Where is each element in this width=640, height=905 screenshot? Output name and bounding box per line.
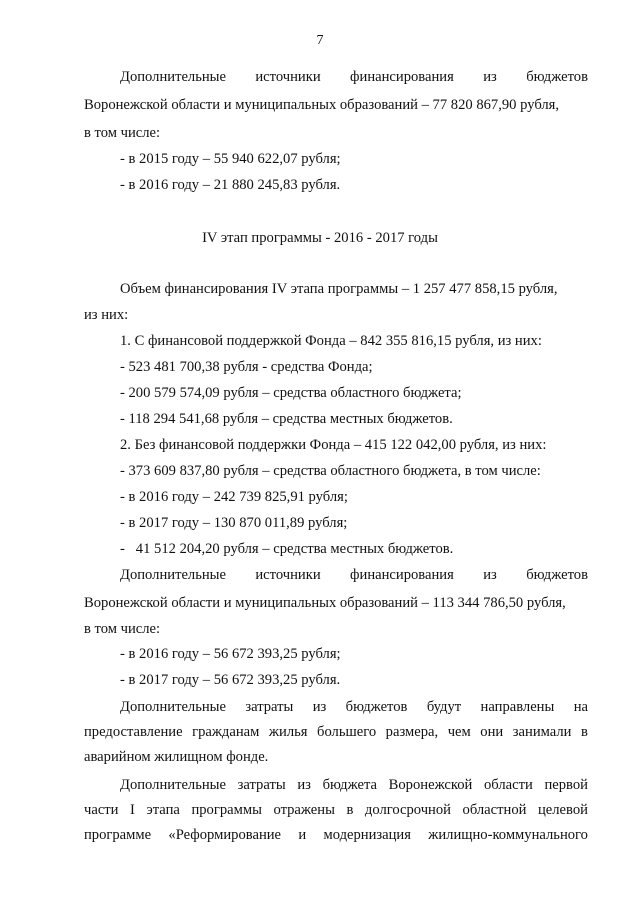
word: бюджетов [526,69,588,85]
word: направлены [480,699,555,715]
word: из [312,699,327,715]
word: долгосрочной [364,802,451,818]
list-item: - 523 481 700,38 рубля - средства Фонда; [120,359,373,375]
list-item: - 118 294 541,68 рубля – средства местных бюджетов. [120,411,453,427]
word: и [298,827,307,843]
word: областной [462,802,527,818]
list-item: - 41 512 204,20 рубля – средства местных бюджетов. [120,541,454,557]
word: Воронежской [388,777,473,793]
word: чем [447,724,471,740]
word: на [573,699,588,715]
word: из [483,567,497,583]
word: модернизация [323,827,411,843]
p1-line-1 [120,68,588,86]
word: Дополнительные [120,777,226,793]
word: Дополнительные [120,69,226,85]
word: источники [255,567,321,583]
section-heading: IV этап программы - 2016 - 2017 годы [202,230,438,246]
word: в [581,724,588,740]
word: они [480,724,504,740]
word: занимали [512,724,572,740]
page-number: 7 [316,33,324,48]
word: финансирования [350,69,454,85]
word: будут [426,699,462,715]
word: бюджетов [345,699,408,715]
word: из [297,777,311,793]
word: «Реформирование [168,827,282,843]
word: бюджета [322,777,377,793]
list-item: - в 2016 году – 56 672 393,25 рубля; [120,646,341,662]
p5-line-2 [84,801,588,819]
word: жилья [268,724,308,740]
p1-line-3: в том числе: [84,125,161,141]
word: программы [191,802,262,818]
word: Дополнительные [120,699,226,715]
word: затраты [237,777,286,793]
word: целевой [537,802,588,818]
p3-line-3: в том числе: [84,621,161,637]
list-item: 2. Без финансовой поддержки Фонда – 415 122 042,00 рубля, из них: [120,437,547,453]
word: гражданам [192,724,260,740]
word: области [484,777,533,793]
word: финансирования [350,567,454,583]
word: I [130,802,135,818]
p2-line-2: из них: [84,307,129,323]
list-item: - в 2016 году – 21 880 245,83 рубля. [120,177,341,193]
p2-line-1: Объем финансирования IV этапа программы – 1 257 477 858,15 рубля, [120,281,558,297]
p5-line-3 [84,826,588,844]
word: источники [255,69,321,85]
p4-line-2 [84,723,588,741]
word: в [346,802,354,818]
word: размера, [385,724,439,740]
p1-line-2: Воронежской области и муниципальных образований – 77 820 867,90 рубля, [84,97,560,113]
list-item: - в 2017 году – 56 672 393,25 рубля. [120,672,341,688]
list-item: - 373 609 837,80 рубля – средства областного бюджета, в том числе: [120,463,541,479]
list-item: - в 2015 году – 55 940 622,07 рубля; [120,151,341,167]
list-item: 1. С финансовой поддержкой Фонда – 842 355 816,15 рубля, из них: [120,333,542,349]
p3-line-1 [120,566,588,584]
p4-line-1 [120,698,588,716]
word: Дополнительные [120,567,226,583]
list-item: - 200 579 574,09 рубля – средства областного бюджета; [120,385,462,401]
word: части [84,802,119,818]
list-item: - в 2016 году – 242 739 825,91 рубля; [120,489,348,505]
word: затраты [245,699,294,715]
word: первой [544,777,588,793]
word: жилищно-коммунального [428,827,588,843]
word: программе [84,827,152,843]
word: этапа [146,802,180,818]
word: предоставление [84,724,183,740]
word: бюджетов [526,567,588,583]
word: большего [317,724,377,740]
word: отражены [273,802,335,818]
p5-line-1 [120,776,588,794]
p3-line-2: Воронежской области и муниципальных образований – 113 344 786,50 рубля, [84,595,566,611]
word: из [483,69,497,85]
p4-line-3: аварийном жилищном фонде. [84,749,269,765]
list-item: - в 2017 году – 130 870 011,89 рубля; [120,515,348,531]
